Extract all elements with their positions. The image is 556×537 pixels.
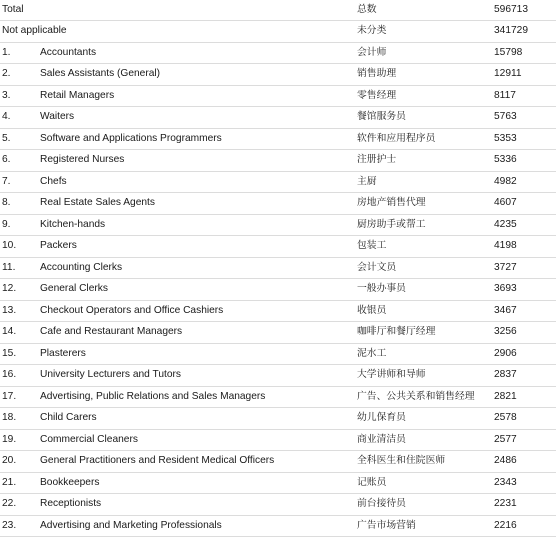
occupation-zh: 软件和应用程序员: [355, 128, 492, 150]
rank-number: 15.: [0, 343, 40, 365]
occupation-count: 5353: [492, 128, 556, 150]
rank-number: 7.: [0, 171, 40, 193]
occupation-en: Receptionists: [40, 494, 355, 516]
occupation-en: Sales Assistants (General): [40, 64, 355, 86]
rank-number: 9.: [0, 214, 40, 236]
occupation-count: 3256: [492, 322, 556, 344]
table-row: [0, 42, 556, 64]
occupation-count: 2343: [492, 472, 556, 494]
occupation-count: 5336: [492, 150, 556, 172]
table-row: [0, 343, 556, 365]
rank-number: 20.: [0, 451, 40, 473]
table-row: [0, 64, 556, 86]
summary-value: 341729: [492, 21, 556, 43]
occupation-zh: 记账员: [355, 472, 492, 494]
table-row: [0, 85, 556, 107]
table-row: [0, 386, 556, 408]
occupation-en: Real Estate Sales Agents: [40, 193, 355, 215]
occupation-zh: 包装工: [355, 236, 492, 258]
occupation-en: Checkout Operators and Office Cashiers: [40, 300, 355, 322]
occupation-count: 3727: [492, 257, 556, 279]
table-row: [0, 257, 556, 279]
occupation-count: 2821: [492, 386, 556, 408]
table-row: [0, 193, 556, 215]
table-row: [0, 472, 556, 494]
table-row: [0, 128, 556, 150]
rank-number: 13.: [0, 300, 40, 322]
occupation-en: University Lecturers and Tutors: [40, 365, 355, 387]
table-row: [0, 515, 556, 537]
occupation-zh: 会计师: [355, 42, 492, 64]
table-row: [0, 429, 556, 451]
occupation-count: 2906: [492, 343, 556, 365]
occupation-zh: 广告、公共关系和销售经理: [355, 386, 492, 408]
occupation-count: 4235: [492, 214, 556, 236]
occupation-en: Accounting Clerks: [40, 257, 355, 279]
rank-number: 16.: [0, 365, 40, 387]
occupation-en: Software and Applications Programmers: [40, 128, 355, 150]
occupation-count: 3693: [492, 279, 556, 301]
summary-label-zh: 未分类: [355, 21, 492, 43]
summary-label: Total: [0, 0, 355, 21]
occupation-zh: 厨房助手或帮工: [355, 214, 492, 236]
occupation-count: 2578: [492, 408, 556, 430]
occupation-zh: 销售助理: [355, 64, 492, 86]
occupation-count: 2837: [492, 365, 556, 387]
rank-number: 23.: [0, 515, 40, 537]
table-row: [0, 214, 556, 236]
rank-number: 8.: [0, 193, 40, 215]
summary-row-total: [0, 0, 556, 21]
occupation-zh: 泥水工: [355, 343, 492, 365]
summary-label: Not applicable: [0, 21, 355, 43]
occupation-en: Packers: [40, 236, 355, 258]
occupation-en: Bookkeepers: [40, 472, 355, 494]
occupation-en: Child Carers: [40, 408, 355, 430]
occupation-en: Waiters: [40, 107, 355, 129]
rank-number: 21.: [0, 472, 40, 494]
occupation-count: 4607: [492, 193, 556, 215]
occupation-en: Retail Managers: [40, 85, 355, 107]
occupation-zh: 餐馆服务员: [355, 107, 492, 129]
occupation-count: 4198: [492, 236, 556, 258]
table-row: [0, 107, 556, 129]
table-row: [0, 171, 556, 193]
rank-number: 1.: [0, 42, 40, 64]
occupation-en: Registered Nurses: [40, 150, 355, 172]
table-row: [0, 408, 556, 430]
rank-number: 11.: [0, 257, 40, 279]
occupation-en: Plasterers: [40, 343, 355, 365]
occupation-zh: 大学讲师和导师: [355, 365, 492, 387]
rank-number: 5.: [0, 128, 40, 150]
occupation-count: 2231: [492, 494, 556, 516]
occupation-count: 2486: [492, 451, 556, 473]
occupation-en: General Clerks: [40, 279, 355, 301]
occupation-en: Cafe and Restaurant Managers: [40, 322, 355, 344]
occupation-zh: 商业清洁员: [355, 429, 492, 451]
occupation-count: 2216: [492, 515, 556, 537]
occupation-en: Accountants: [40, 42, 355, 64]
summary-row-not-applicable: [0, 21, 556, 43]
occupation-zh: 零售经理: [355, 85, 492, 107]
occupation-count: 12911: [492, 64, 556, 86]
rank-number: 6.: [0, 150, 40, 172]
rank-number: 19.: [0, 429, 40, 451]
occupation-en: Chefs: [40, 171, 355, 193]
occupation-en: General Practitioners and Resident Medical Officers: [40, 451, 355, 473]
occupation-zh: 前台接待员: [355, 494, 492, 516]
occupation-zh: 广告市场营销: [355, 515, 492, 537]
rank-number: 18.: [0, 408, 40, 430]
occupation-zh: 注册护士: [355, 150, 492, 172]
table-row: [0, 322, 556, 344]
rank-number: 4.: [0, 107, 40, 129]
rank-number: 12.: [0, 279, 40, 301]
table-row: [0, 451, 556, 473]
occupation-count: 5763: [492, 107, 556, 129]
occupation-zh: 房地产销售代理: [355, 193, 492, 215]
occupation-en: Commercial Cleaners: [40, 429, 355, 451]
table-row: [0, 300, 556, 322]
summary-value: 596713: [492, 0, 556, 21]
table-row: [0, 494, 556, 516]
occupation-count: 8117: [492, 85, 556, 107]
rank-number: 22.: [0, 494, 40, 516]
occupation-count: 4982: [492, 171, 556, 193]
occupation-zh: 幼儿保育员: [355, 408, 492, 430]
table-row: [0, 279, 556, 301]
occupation-en: Kitchen-hands: [40, 214, 355, 236]
occupation-count: 15798: [492, 42, 556, 64]
rank-number: 14.: [0, 322, 40, 344]
occupation-zh: 会计文员: [355, 257, 492, 279]
rank-number: 17.: [0, 386, 40, 408]
table-row: [0, 365, 556, 387]
occupation-count: 2577: [492, 429, 556, 451]
table-row: [0, 150, 556, 172]
occupation-en: Advertising and Marketing Professionals: [40, 515, 355, 537]
summary-label-zh: 总数: [355, 0, 492, 21]
rank-number: 10.: [0, 236, 40, 258]
rank-number: 2.: [0, 64, 40, 86]
rank-number: 3.: [0, 85, 40, 107]
occupation-count: 3467: [492, 300, 556, 322]
occupation-en: Advertising, Public Relations and Sales Managers: [40, 386, 355, 408]
occupation-zh: 咖啡厅和餐厅经理: [355, 322, 492, 344]
occupation-zh: 收银员: [355, 300, 492, 322]
table-row: [0, 236, 556, 258]
occupation-zh: 主厨: [355, 171, 492, 193]
occupation-zh: 一般办事员: [355, 279, 492, 301]
occupation-zh: 全科医生和住院医师: [355, 451, 492, 473]
